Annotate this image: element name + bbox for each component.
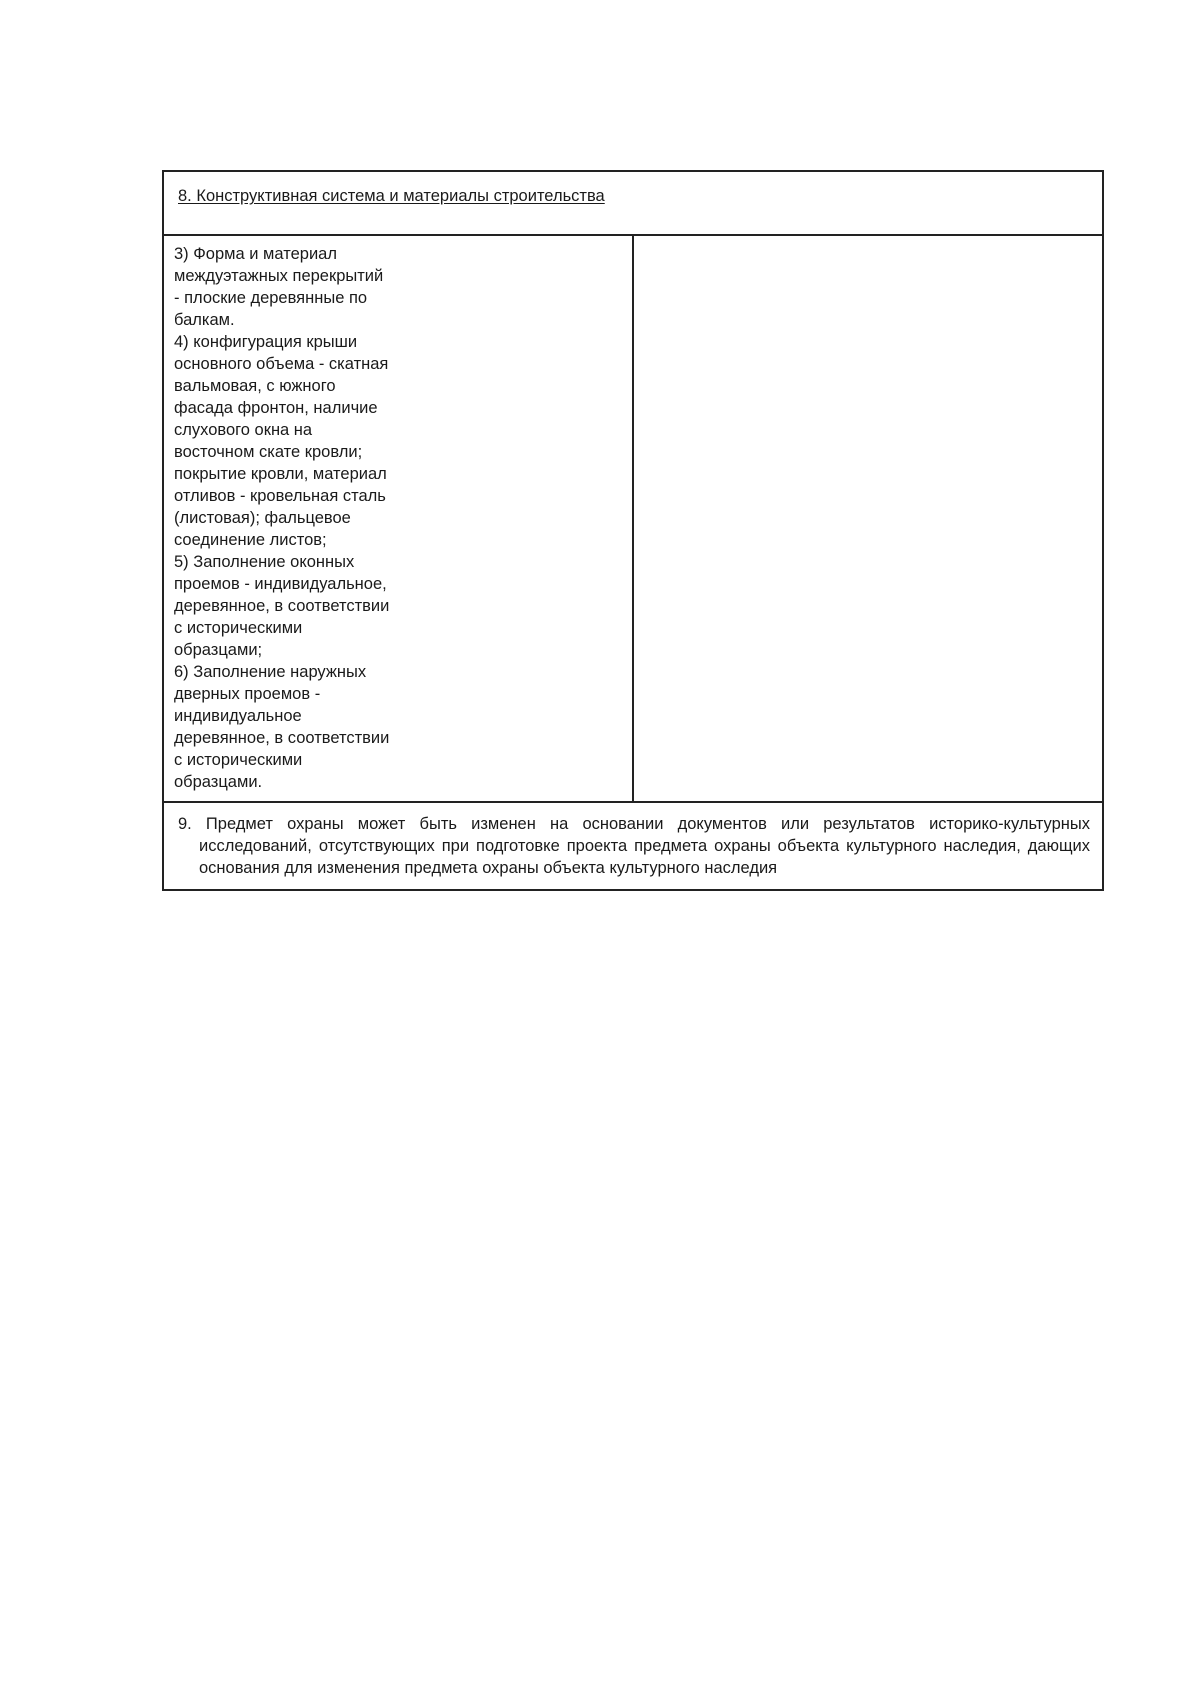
construction-details-cell	[163, 235, 633, 802]
text-line: образцами.	[174, 773, 263, 791]
text-line: (листовая); фальцевое	[174, 509, 351, 527]
empty-cell	[633, 235, 1103, 802]
text-line: фасада фронтон, наличие	[174, 399, 378, 417]
text-line: 5) Заполнение оконных	[174, 553, 355, 571]
text-line: дверных проемов -	[174, 685, 321, 703]
text-line: деревянное, в соответствии	[174, 597, 390, 615]
text-line: междуэтажных перекрытий	[174, 267, 384, 285]
text-line: покрытие кровли, материал	[174, 465, 387, 483]
text-line: деревянное, в соответствии	[174, 729, 390, 747]
table-content-row	[163, 235, 1103, 802]
text-line: соединение листов;	[174, 531, 327, 549]
text-line: балкам.	[174, 311, 235, 329]
text-line: вальмовая, с южного	[174, 377, 336, 395]
text-line: образцами;	[174, 641, 263, 659]
protection-subject-table	[162, 170, 1104, 891]
text-line: 6) Заполнение наружных	[174, 663, 367, 681]
text-line: слухового окна на	[174, 421, 313, 439]
text-line: с историческими	[174, 751, 303, 769]
text-line: восточном скате кровли;	[174, 443, 363, 461]
section-9-cell	[163, 802, 1103, 890]
section-8-header-cell	[163, 171, 1103, 235]
text-line: отливов - кровельная сталь	[174, 487, 386, 505]
text-line: 3) Форма и материал	[174, 245, 337, 263]
text-line: проемов - индивидуальное,	[174, 575, 387, 593]
section-8-title: 8. Конструктивная система и материалы строительства	[178, 187, 605, 205]
section-9-text: 9. Предмет охраны может быть изменен на основании документов или результатов историко-культурных исследований, отсутствующих при подготовке проекта предмета охраны объекта культурного наследия, дающих основания для изменения предмета охраны объекта культурного наследия	[178, 815, 1090, 877]
table-footer-row	[163, 802, 1103, 890]
text-line: с историческими	[174, 619, 303, 637]
text-line: - плоские деревянные по	[174, 289, 368, 307]
text-line: основного объема - скатная	[174, 355, 389, 373]
text-line: 4) конфигурация крыши	[174, 333, 358, 351]
table-header-row	[163, 171, 1103, 235]
text-line: индивидуальное	[174, 707, 302, 725]
